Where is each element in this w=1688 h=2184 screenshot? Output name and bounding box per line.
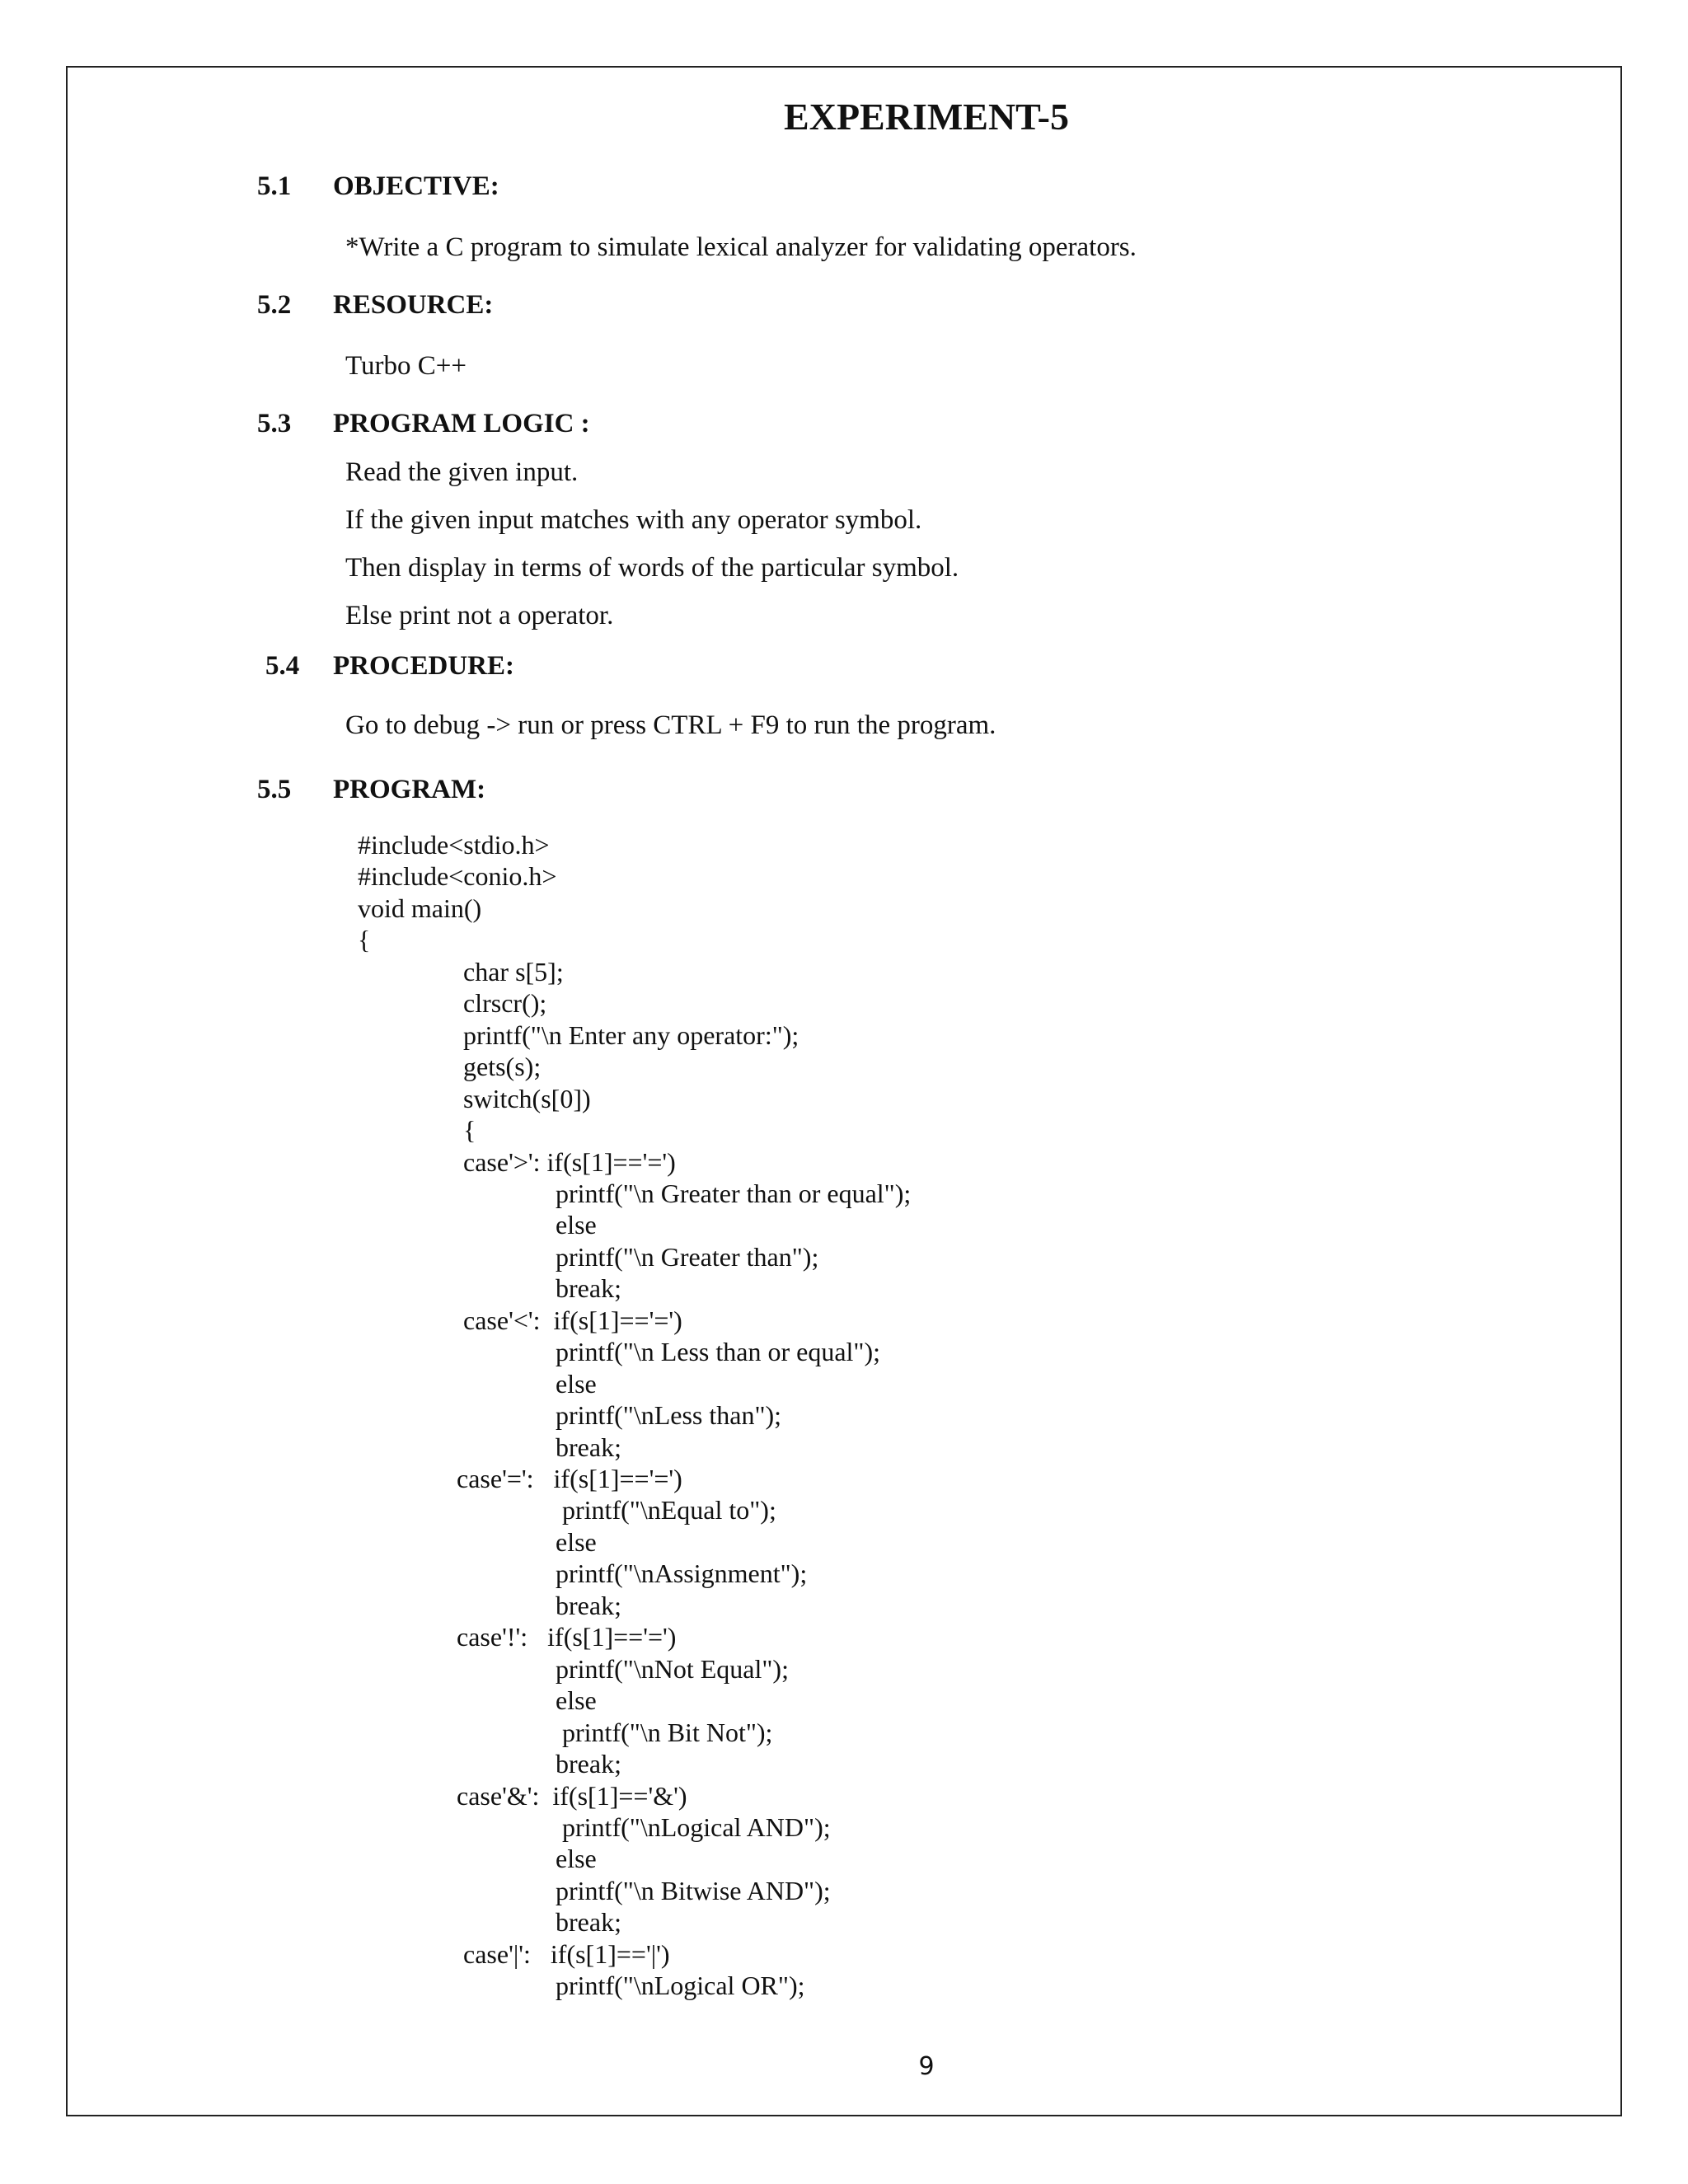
code-line: printf("\n Enter any operator:"); [463,1019,799,1050]
code-line: printf("\nLogical OR"); [556,1971,805,2001]
procedure-text: Go to debug -> run or press CTRL + F9 to run the program. [345,710,996,740]
section-heading: PROGRAM LOGIC : [333,409,590,438]
page-title: EXPERIMENT-5 [784,96,1069,138]
code-line: void main() [358,893,482,923]
section-number: 5.3 [257,409,292,438]
code-line: printf("\nLogical AND"); [556,1811,831,1842]
logic-line: Else print not a operator. [345,601,614,630]
code-line: case'>': if(s[1]=='=') [463,1146,676,1177]
code-line: case'<': if(s[1]=='=') [463,1305,682,1335]
code-line: printf("\nAssignment"); [556,1558,808,1589]
code-line: printf("\n Less than or equal"); [556,1337,881,1367]
section-number: 5.1 [257,171,292,201]
code-line: #include<conio.h> [358,861,557,892]
code-line: break; [556,1749,621,1779]
code-line: switch(s[0]) [463,1083,591,1113]
section-number: 5.2 [257,290,292,320]
resource-text: Turbo C++ [345,351,467,381]
code-line: printf("\nLess than"); [556,1400,782,1431]
code-line: printf("\n Greater than or equal"); [556,1178,912,1208]
section-heading: PROGRAM: [333,775,486,804]
code-line: printf("\nNot Equal"); [556,1653,789,1684]
code-line: printf("\n Bit Not"); [556,1717,773,1747]
code-line: break; [556,1273,621,1304]
code-line: { [463,1115,476,1146]
code-line: #include<stdio.h> [358,830,550,860]
code-line: else [556,1685,597,1716]
code-line: printf("\n Greater than"); [556,1241,819,1272]
code-line: else [556,1210,597,1240]
page-border [66,66,1622,2116]
code-line: else [556,1844,597,1874]
code-line: gets(s); [463,1052,542,1082]
section-heading: RESOURCE: [333,290,494,320]
code-line: break; [556,1590,621,1620]
code-line: break; [556,1432,621,1462]
logic-line: Read the given input. [345,457,579,487]
code-line: break; [556,1907,621,1938]
code-line: else [556,1526,597,1557]
code-line: case'|': if(s[1]=='|') [463,1938,670,1969]
logic-line: If the given input matches with any operator symbol. [345,505,922,535]
code-line: case'=': if(s[1]=='=') [457,1464,682,1493]
section-heading: OBJECTIVE: [333,171,499,201]
code-line: case'&': if(s[1]=='&') [457,1780,687,1811]
section-number: 5.4 [265,651,300,681]
code-line: printf("\nEqual to"); [556,1495,776,1526]
objective-text: *Write a C program to simulate lexical analyzer for validating operators. [345,232,1137,262]
code-line: clrscr(); [463,988,547,1019]
code-line: else [556,1368,597,1399]
section-number: 5.5 [257,775,292,804]
code-line: printf("\n Bitwise AND"); [556,1875,831,1905]
logic-line: Then display in terms of words of the particular symbol. [345,553,959,583]
code-line: char s[5]; [463,956,564,987]
code-line: case'!': if(s[1]=='=') [457,1622,677,1652]
section-heading: PROCEDURE: [333,651,514,681]
page-number: 9 [918,2052,935,2081]
code-line: { [358,925,371,955]
